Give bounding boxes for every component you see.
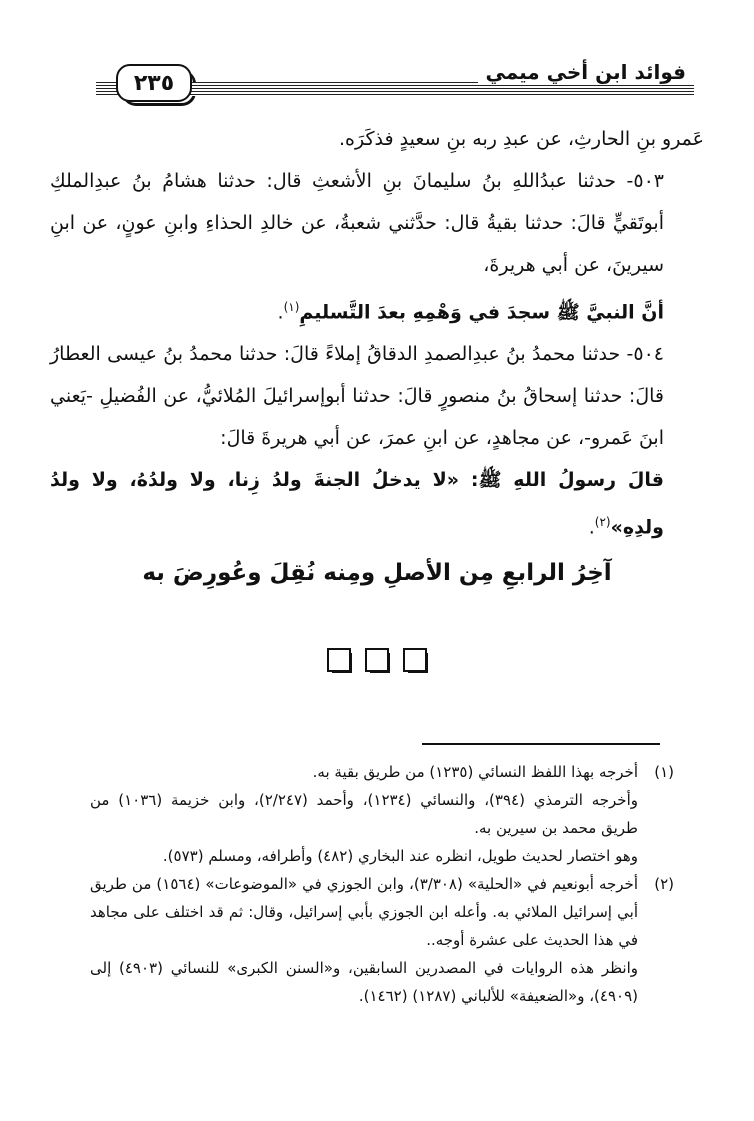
footnote-number: (١) — [654, 763, 674, 781]
hadith-504-text: قالَ رسولُ اللهِ ﷺ: «لا يدخلُ الجنةَ ولدُ زِنا، ولا ولدُهُ، ولا ولدُ ولدِهِ» — [50, 469, 664, 539]
footnote-body — [90, 870, 638, 1010]
square-ornament-icon — [403, 648, 427, 672]
page-number-text: ٢٣٥ — [133, 70, 175, 96]
running-header-title: فوائد ابن أخي ميمي — [478, 60, 695, 84]
footnote-body — [90, 758, 638, 870]
footnote-ref-1[interactable]: (١) — [283, 300, 300, 314]
footnote-number: (٢) — [654, 875, 674, 893]
hadith-503-end: . — [277, 301, 284, 324]
footnote-divider — [422, 743, 660, 745]
page-number — [116, 64, 192, 102]
section-separator — [0, 648, 754, 672]
hadith-503-text: أنَّ النبيَّ ﷺ سجدَ في وَهْمِهِ بعدَ التَّسليمِ — [299, 301, 664, 324]
colophon-note: آخِرُ الرابعِ مِن الأصلِ ومِنه نُقِلَ وعُورِضَ به — [142, 560, 612, 586]
hadith-503-matn — [50, 286, 704, 333]
hadith-504-matn — [50, 459, 704, 548]
continuation-line: عَمرو بنِ الحارثِ، عن عبدِ ربه بنِ سعيدٍ فذكَرَه. — [339, 128, 704, 150]
square-ornament-icon — [365, 648, 389, 672]
footnote-line: أخرجه أبونعيم في «الحلية» (٣/٣٠٨)، وابن الجوزي في «الموضوعات» (١٥٦٤) من طريق أبي إسرائيل الملائي به. وأعله ابن الجوزي بأبي إسرائيل، وقال: ثم قد اختلف على مجاهد في هذا الحديث على عشرة أوجه.. — [90, 875, 638, 949]
hadith-504-isnad: ٥٠٤- حدثنا محمدُ بنُ عبدِالصمدِ الدقاقُ إملاءً قالَ: حدثنا محمدُ بنُ عيسى العطارُ قالَ: حدثنا إسحاقُ بنُ منصورٍ قالَ: حدثنا أبوإسرائيلَ المُلائيُّ، عن الفُضيلِ -يَعني ابنَ عَمرو-، عن مجاهدٍ، عن ابنِ عمرَ، عن أبي هريرةَ قالَ: — [50, 343, 664, 450]
footnote-line: وأخرجه الترمذي (٣٩٤)، والنسائي (١٢٣٤)، وأحمد (٢/٢٤٧)، وابن خزيمة (١٠٣٦) من طريق محمد بن سيرين به. — [90, 791, 638, 837]
hadith-504-end: . — [588, 516, 595, 539]
main-text — [50, 118, 704, 549]
footnote-1 — [90, 758, 674, 870]
square-ornament-icon — [327, 648, 351, 672]
hadith-503-isnad: ٥٠٣- حدثنا عبدُاللهِ بنُ سليمانَ بنِ الأشعثِ قال: حدثنا هشامُ بنُ عبدِالملكِ أبوتَقيٍّ قالَ: حدثنا بقيةُ قال: حدَّثني شعبةُ، عن خالدِ الحذاءِ وابنِ عونٍ، عن ابنِ سيرينَ، عن أبي هريرةَ، — [50, 170, 664, 276]
footnote-2 — [90, 870, 674, 1010]
footnote-line: وهو اختصار لحديث طويل، انظره عند البخاري (٤٨٢) وأطرافه، ومسلم (٥٧٣). — [162, 847, 638, 865]
footnote-ref-2[interactable]: (٢) — [594, 515, 611, 530]
footnote-line: أخرجه بهذا اللفظ النسائي (١٢٣٥) من طريق بقية به. — [312, 763, 638, 781]
footnote-line: وانظر هذه الروايات في المصدرين السابقين، و«السنن الكبرى» للنسائي (٤٩٠٣) إلى (٤٩٠٩)، و«الضعيفة» للألباني (١٢٨٧) (١٤٦٢). — [90, 959, 638, 1005]
footnotes — [90, 758, 674, 1010]
